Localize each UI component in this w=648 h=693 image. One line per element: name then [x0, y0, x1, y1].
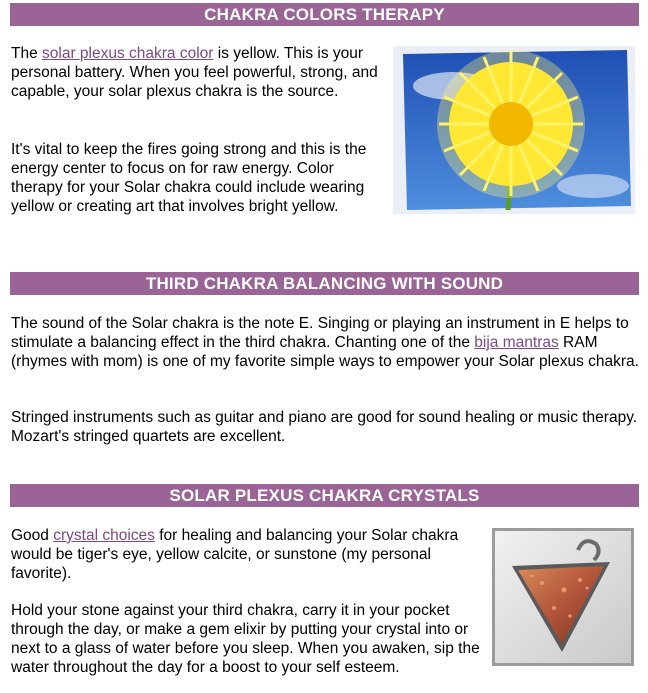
text-segment: The — [11, 45, 43, 62]
text-segment: is yellow. This is your personal battery. When you feel powerful, strong, and capable, your solar plexus chakra is the source. — [11, 45, 378, 100]
section-heading-sound: THIRD CHAKRA BALANCING WITH SOUND — [10, 272, 639, 295]
section-heading-crystals: SOLAR PLEXUS CHAKRA CRYSTALS — [10, 484, 639, 507]
sunstone-pendant-photo — [492, 528, 634, 666]
bija-mantras-link[interactable]: bija mantras — [474, 334, 559, 351]
text-segment: RAM (rhymes with mom) is one of my favorite simple ways to empower your Solar plexus chakra. — [11, 334, 639, 370]
crystal-choices-link[interactable]: crystal choices — [53, 527, 155, 544]
text-segment: Good — [11, 527, 54, 544]
crystals-paragraph-2: Hold your stone against your third chakra, carry it in your pocket through the day, or make a gem elixir by putting your crystal into or next to a glass of water before you sleep. When you awaken, sip the water throughout the day for a boost to your self esteem. — [11, 602, 480, 676]
text-segment: for healing and balancing your Solar chakra would be tiger's eye, yellow calcite, or sunstone (my personal favorite). — [11, 527, 459, 582]
colors-paragraph-1 — [11, 44, 381, 101]
sound-paragraph-2: Stringed instruments such as guitar and piano are good for sound healing or music therapy. Mozart's stringed quartets are excellent. — [11, 409, 638, 445]
section-heading-colors: CHAKRA COLORS THERAPY — [10, 3, 639, 26]
solar-plexus-color-link[interactable]: solar plexus chakra color — [42, 45, 214, 62]
colors-paragraph-2: It's vital to keep the fires going strong and this is the energy center to focus on for raw energy. Color therapy for your Solar chakra could include wearing yellow or creating art that involves bright yellow. — [11, 141, 367, 215]
text-segment: The sound of the Solar chakra is the note E. Singing or playing an instrument in E helps to stimulate a balancing effect in the third chakra. Chanting one of the — [11, 315, 629, 351]
sound-paragraph-1 — [11, 314, 641, 371]
crystals-paragraph-1 — [11, 526, 481, 583]
dandelion-photo — [393, 46, 635, 214]
